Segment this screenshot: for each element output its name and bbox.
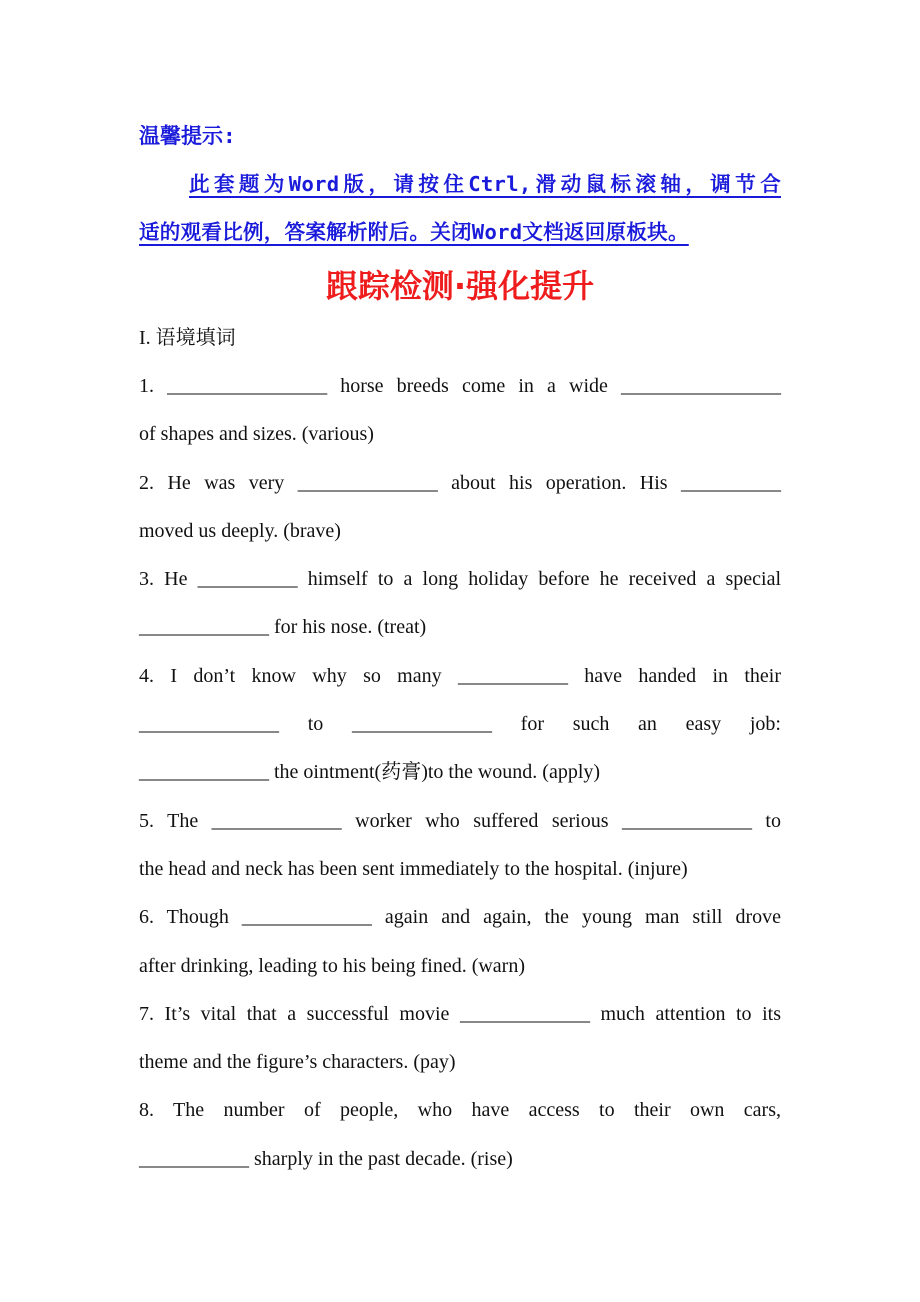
question-3 <box>139 555 781 652</box>
question-1 <box>139 362 781 459</box>
question-line: 6. Though _____________ again and again, the young man still drove <box>139 906 781 929</box>
question-line: 7. It’s vital that a successful movie _____________ much attention to its <box>139 1002 781 1025</box>
question-line: ___________ sharply in the past decade. (rise) <box>139 1147 513 1170</box>
question-6 <box>139 893 781 990</box>
question-line: _____________ for his nose. (treat) <box>139 616 427 639</box>
question-5 <box>139 797 781 894</box>
question-line: of shapes and sizes. (various) <box>139 423 374 446</box>
question-line: 5. The _____________ worker who suffered serious _____________ to <box>139 809 781 832</box>
tip-text <box>139 160 781 256</box>
question-4 <box>139 652 781 797</box>
document-page <box>139 112 781 1183</box>
question-line: 1. ________________ horse breeds come in a wide ________________ <box>139 375 781 397</box>
question-7 <box>139 990 781 1087</box>
question-8 <box>139 1086 781 1183</box>
question-line: 8. The number of people, who have access to their own cars, <box>139 1099 781 1122</box>
question-2 <box>139 459 781 556</box>
section-title: I. 语境填词 <box>139 327 236 349</box>
question-line: the head and neck has been sent immediately to the hospital. (injure) <box>139 857 688 880</box>
question-line: ______________ to ______________ for such an easy job: <box>139 713 781 736</box>
tip-line-1: 此套题为Word版，请按住Ctrl,滑动鼠标滚轴，调节合 <box>189 172 781 196</box>
question-line: 3. He __________ himself to a long holiday before he received a special <box>139 568 781 591</box>
question-line: 2. He was very ______________ about his operation. His __________ <box>139 471 781 494</box>
page-heading: 跟踪检测·强化提升 <box>325 267 595 305</box>
question-line: _____________ the ointment(药膏)to the wound. (apply) <box>139 761 601 784</box>
question-line: 4. I don’t know why so many ___________ have handed in their <box>139 664 781 687</box>
tip-title: 温馨提示: <box>139 124 236 148</box>
question-line: moved us deeply. (brave) <box>139 519 341 542</box>
question-line: after drinking, leading to his being fined. (warn) <box>139 954 525 977</box>
tip-line-2: 适的观看比例，答案解析附后。关闭Word文档返回原板块。 <box>139 220 689 244</box>
question-line: theme and the figure’s characters. (pay) <box>139 1051 456 1074</box>
